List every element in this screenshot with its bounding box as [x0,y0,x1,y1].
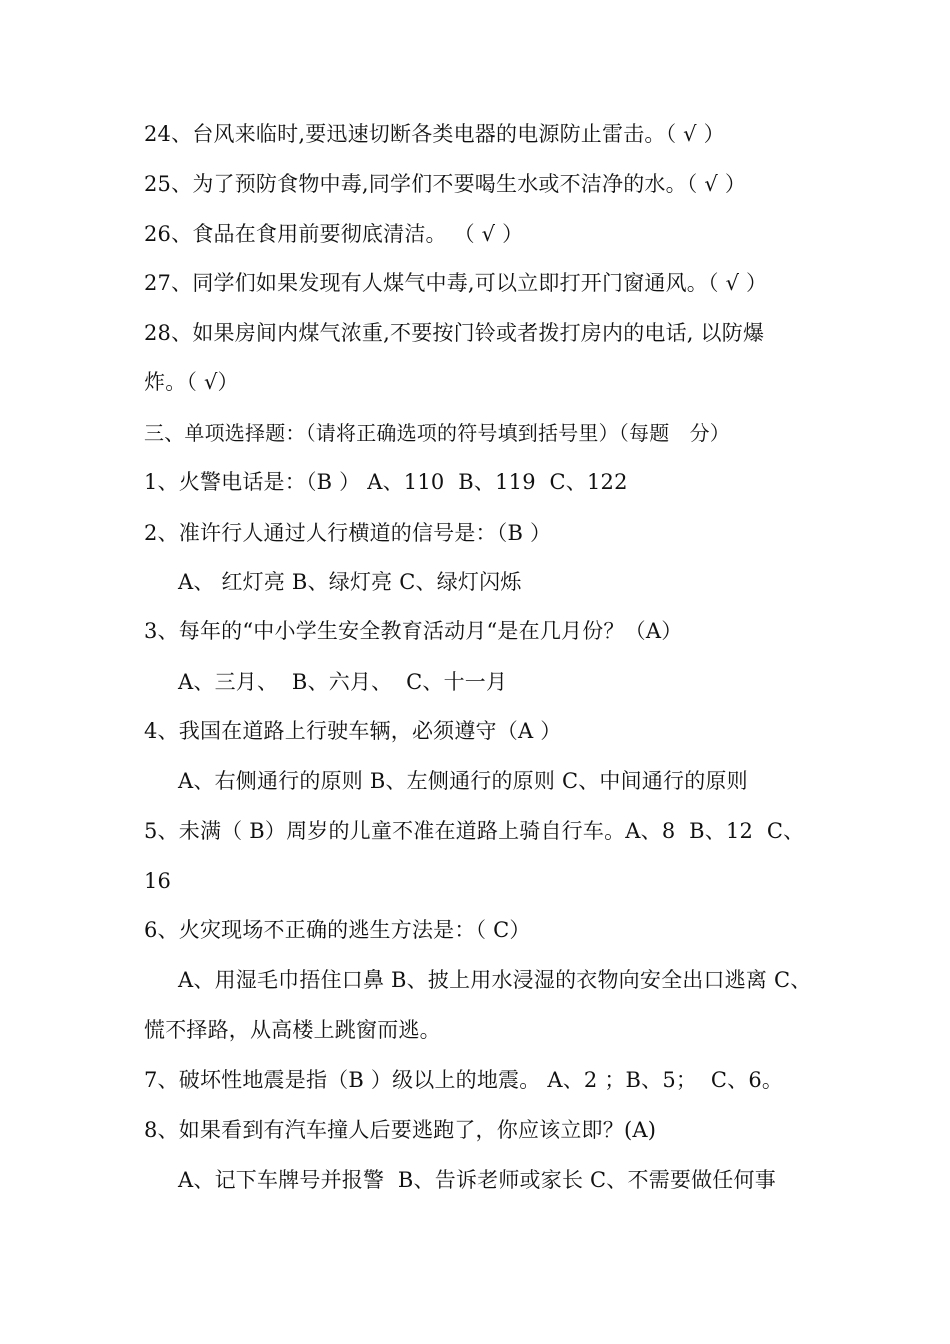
choice-question-2-options: A、 红灯亮 B、绿灯亮 C、绿灯闪烁 [178,570,522,594]
choice-question-3: 3、每年的“中小学生安全教育活动月“是在几月份？（A） [144,619,683,643]
choice-question-8: 8、如果看到有汽车撞人后要逃跑了，你应该立即？(A) [144,1118,657,1142]
question-28: 28、如果房间内煤气浓重,不要按门铃或者拨打房内的电话, 以防爆 [144,321,765,345]
choice-question-6-options-continued: 慌不择路，从高楼上跳窗而逃。 [144,1018,441,1042]
question-24: 24、台风来临时,要迅速切断各类电器的电源防止雷击。（ √ ） [144,122,725,146]
choice-question-5-continued: 16 [144,869,172,893]
question-25: 25、为了预防食物中毒,同学们不要喝生水或不洁净的水。（ √ ） [144,172,747,196]
choice-question-8-options: A、记下车牌号并报警 B、告诉老师或家长 C、不需要做任何事 [178,1168,776,1192]
choice-question-3-options: A、三月、 B、六月、 C、十一月 [178,670,508,694]
question-28-continued: 炸。（ √） [144,370,239,394]
choice-question-4-options: A、右侧通行的原则 B、左侧通行的原则 C、中间通行的原则 [178,769,748,793]
choice-question-5: 5、未满（ B）周岁的儿童不准在道路上骑自行车。A、8 B、12 C、 [144,819,805,843]
choice-question-7: 7、破坏性地震是指（B ）级以上的地震。 A、2 ；B、5； C、6。 [144,1068,784,1092]
section-heading: 三、单项选择题：（请将正确选项的符号填到括号里）（每题 分） [144,421,730,445]
choice-question-2: 2、准许行人通过人行横道的信号是：（B ） [144,521,552,545]
choice-question-4: 4、我国在道路上行驶车辆，必须遵守（A ） [144,719,562,743]
question-27: 27、同学们如果发现有人煤气中毒,可以立即打开门窗通风。（ √ ） [144,271,768,295]
choice-question-6-options: A、用湿毛巾捂住口鼻 B、披上用水浸湿的衣物向安全出口逃离 C、 [178,968,812,992]
choice-question-1: 1、火警电话是：（B ） A、110 B、119 C、122 [144,470,628,494]
choice-question-6: 6、火灾现场不正确的逃生方法是：（ C） [144,918,531,942]
question-26: 26、食品在食用前要彻底清洁。 （ √ ） [144,222,524,246]
